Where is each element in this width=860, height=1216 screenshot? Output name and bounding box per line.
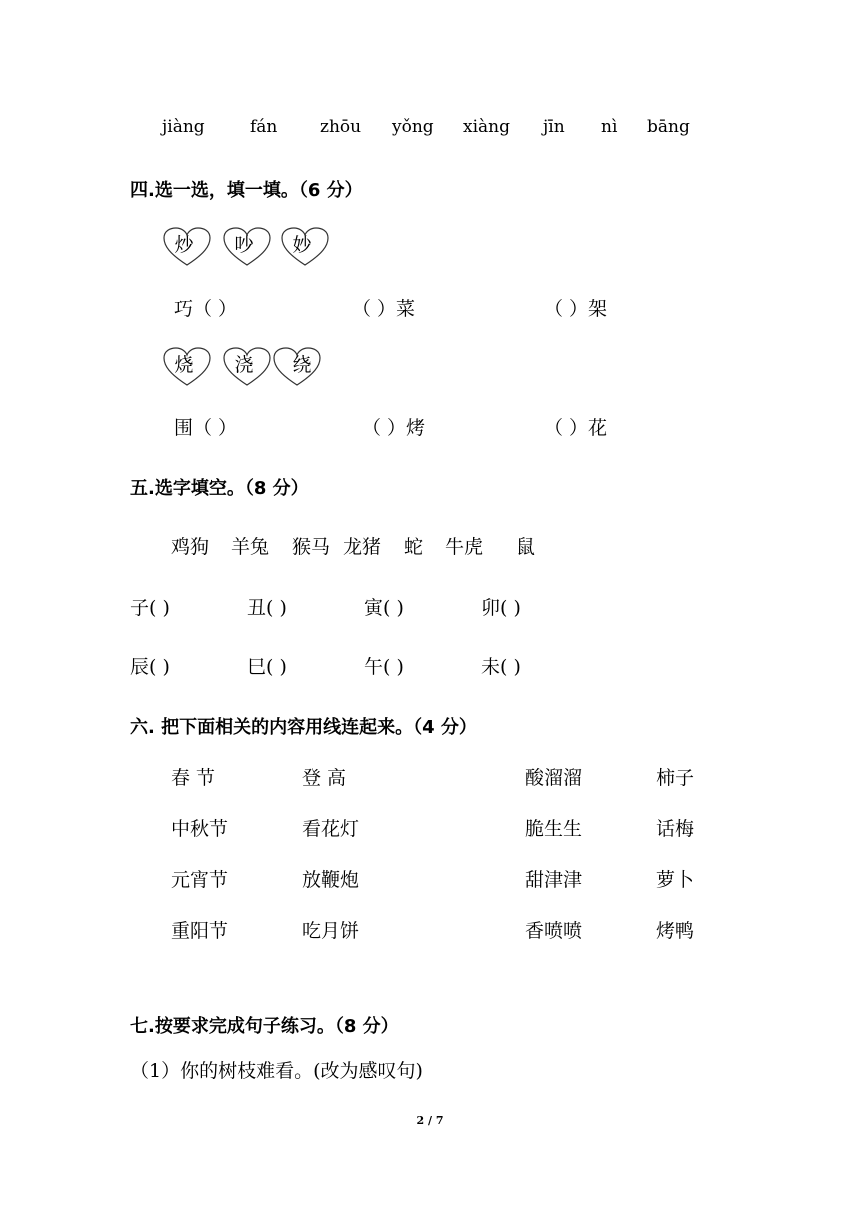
option-word: 龙猪 bbox=[343, 536, 382, 558]
page-number: 2 / 7 bbox=[416, 1114, 444, 1127]
sentence-question-1: （1）你的树枝难看。(改为感叹句) bbox=[130, 1060, 423, 1082]
pinyin-6: jīn bbox=[543, 117, 565, 137]
fill-blank-item: 巧（ ） bbox=[174, 298, 238, 320]
heart-option bbox=[222, 346, 272, 388]
taste-item: 酸溜溜 bbox=[525, 767, 583, 789]
section-4-title: 四.选一选，填一填。（6 分） bbox=[130, 180, 363, 201]
heart-char: 绕 bbox=[292, 354, 312, 376]
fill-blank-item: （ ）架 bbox=[544, 298, 608, 320]
zodiac-blank: 辰( ) bbox=[130, 656, 170, 678]
zodiac-blank: 丑( ) bbox=[247, 597, 287, 619]
option-word: 蛇 bbox=[404, 536, 424, 558]
fill-blank-item: （ ）菜 bbox=[352, 298, 416, 320]
food-item: 话梅 bbox=[656, 818, 695, 840]
fill-blank-item: （ ）花 bbox=[544, 417, 608, 439]
heart-char: 炒 bbox=[174, 234, 194, 256]
custom-item: 看花灯 bbox=[302, 818, 360, 840]
heart-option bbox=[280, 226, 330, 268]
festival-item: 重阳节 bbox=[171, 920, 229, 942]
festival-item: 元宵节 bbox=[171, 869, 229, 891]
option-word: 猴马 bbox=[292, 536, 331, 558]
food-item: 烤鸭 bbox=[656, 920, 695, 942]
heart-char: 烧 bbox=[174, 354, 194, 376]
option-word: 牛虎 bbox=[445, 536, 484, 558]
pinyin-3: zhōu bbox=[320, 117, 362, 137]
zodiac-blank: 巳( ) bbox=[247, 656, 287, 678]
heart-option bbox=[272, 346, 322, 388]
taste-item: 脆生生 bbox=[525, 818, 583, 840]
section-6-title: 六. 把下面相关的内容用线连起来。（4 分） bbox=[130, 717, 477, 738]
fill-blank-item: 围（ ） bbox=[174, 417, 238, 439]
zodiac-blank: 午( ) bbox=[364, 656, 404, 678]
zodiac-blank: 卯( ) bbox=[481, 597, 521, 619]
heart-char: 妙 bbox=[292, 234, 312, 256]
custom-item: 吃月饼 bbox=[302, 920, 360, 942]
section-7-title: 七.按要求完成句子练习。（8 分） bbox=[130, 1016, 399, 1037]
heart-char: 吵 bbox=[234, 234, 254, 256]
option-word: 鼠 bbox=[516, 536, 536, 558]
section-5-title: 五.选字填空。（8 分） bbox=[130, 478, 309, 499]
taste-item: 香喷喷 bbox=[525, 920, 583, 942]
pinyin-5: xiàng bbox=[463, 117, 510, 137]
pinyin-8: bāng bbox=[647, 117, 690, 137]
option-word: 羊兔 bbox=[231, 536, 270, 558]
heart-option bbox=[162, 346, 212, 388]
heart-char: 浇 bbox=[234, 354, 254, 376]
pinyin-7: nì bbox=[601, 117, 618, 137]
zodiac-blank: 未( ) bbox=[481, 656, 521, 678]
fill-blank-item: （ ）烤 bbox=[362, 417, 426, 439]
custom-item: 放鞭炮 bbox=[302, 869, 360, 891]
heart-option bbox=[162, 226, 212, 268]
heart-option bbox=[222, 226, 272, 268]
food-item: 柿子 bbox=[656, 767, 695, 789]
pinyin-1: jiàng bbox=[162, 117, 205, 137]
custom-item: 登 高 bbox=[302, 767, 347, 789]
pinyin-2: fán bbox=[250, 117, 278, 137]
pinyin-4: yǒng bbox=[392, 117, 434, 137]
food-item: 萝卜 bbox=[656, 869, 695, 891]
festival-item: 中秋节 bbox=[171, 818, 229, 840]
option-word: 鸡狗 bbox=[171, 536, 210, 558]
festival-item: 春 节 bbox=[171, 767, 216, 789]
zodiac-blank: 子( ) bbox=[130, 597, 170, 619]
taste-item: 甜津津 bbox=[525, 869, 583, 891]
zodiac-blank: 寅( ) bbox=[364, 597, 404, 619]
